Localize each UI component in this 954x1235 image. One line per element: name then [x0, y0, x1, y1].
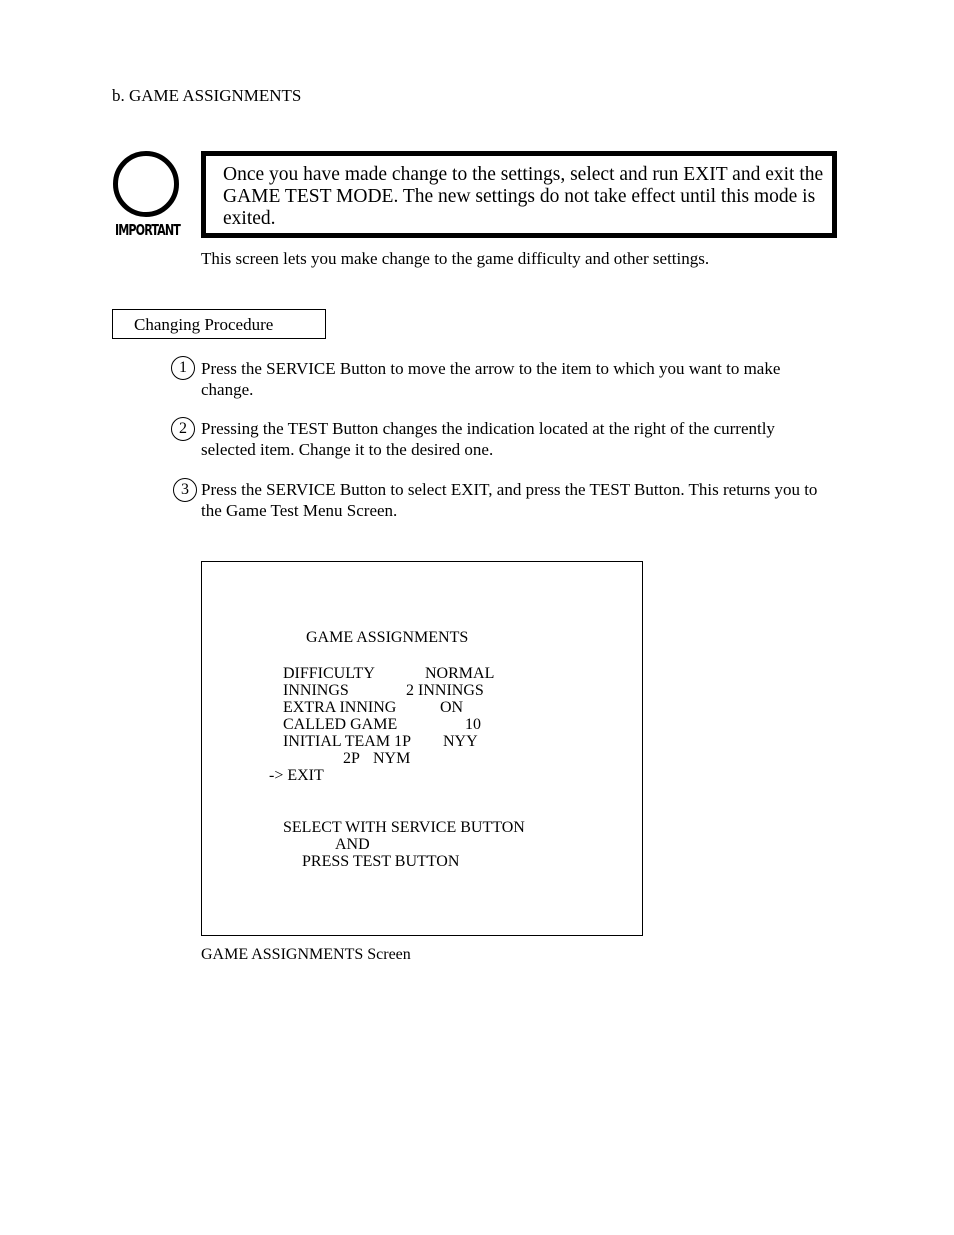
setting-label-extra-inning: EXTRA INNING: [283, 699, 397, 716]
setting-value-initial-team-1p: NYY: [443, 733, 478, 750]
setting-value-extra-inning: ON: [440, 699, 464, 716]
step-number-1: 1: [171, 356, 195, 380]
intro-text: This screen lets you make change to the game difficulty and other settings.: [201, 249, 710, 268]
setting-value-2p: NYM: [373, 750, 411, 767]
instruction-line-2: AND: [335, 836, 370, 853]
setting-value-difficulty: NORMAL: [425, 665, 495, 682]
step-text-1: Press the SERVICE Button to move the arrow to the item to which you want to make change.: [201, 359, 781, 399]
step-text-3: Press the SERVICE Button to select EXIT, and press the TEST Button. This returns you to the Game Test Menu Screen.: [201, 480, 818, 520]
important-icon: [110, 149, 180, 245]
setting-label-difficulty: DIFFICULTY: [283, 665, 375, 682]
procedure-label-box: [112, 309, 326, 339]
step-number-3: 3: [173, 478, 197, 502]
setting-label-called-game: CALLED GAME: [283, 716, 398, 733]
screen-caption: GAME ASSIGNMENTS Screen: [201, 946, 411, 963]
game-assignments-screen: [201, 561, 643, 936]
procedure-label: Changing Procedure: [134, 315, 274, 334]
exit-menu-item: -> EXIT: [269, 767, 324, 784]
step-number-2: 2: [171, 417, 195, 441]
important-label: IMPORTANT: [115, 221, 180, 239]
section-heading: b. GAME ASSIGNMENTS: [112, 86, 302, 105]
important-note-text: Once you have made change to the settings, select and run EXIT and exit the GAME TEST MODE. The new settings do not take effect until this mode is exited.: [223, 164, 824, 229]
setting-value-called-game: 10: [465, 716, 481, 733]
important-note-box: [201, 151, 837, 238]
setting-value-innings: 2 INNINGS: [406, 682, 484, 699]
instruction-line-3: PRESS TEST BUTTON: [302, 853, 460, 870]
instruction-line-1: SELECT WITH SERVICE BUTTON: [283, 819, 525, 836]
step-text-2: Pressing the TEST Button changes the indication located at the right of the currently selected item. Change it to the desired one.: [201, 419, 775, 459]
setting-label-initial-team-1p: INITIAL TEAM 1P: [283, 733, 411, 750]
setting-label-innings: INNINGS: [283, 682, 349, 699]
setting-label-2p: 2P: [343, 750, 360, 767]
screen-title: GAME ASSIGNMENTS: [306, 629, 469, 646]
important-circle-icon: [113, 151, 179, 217]
